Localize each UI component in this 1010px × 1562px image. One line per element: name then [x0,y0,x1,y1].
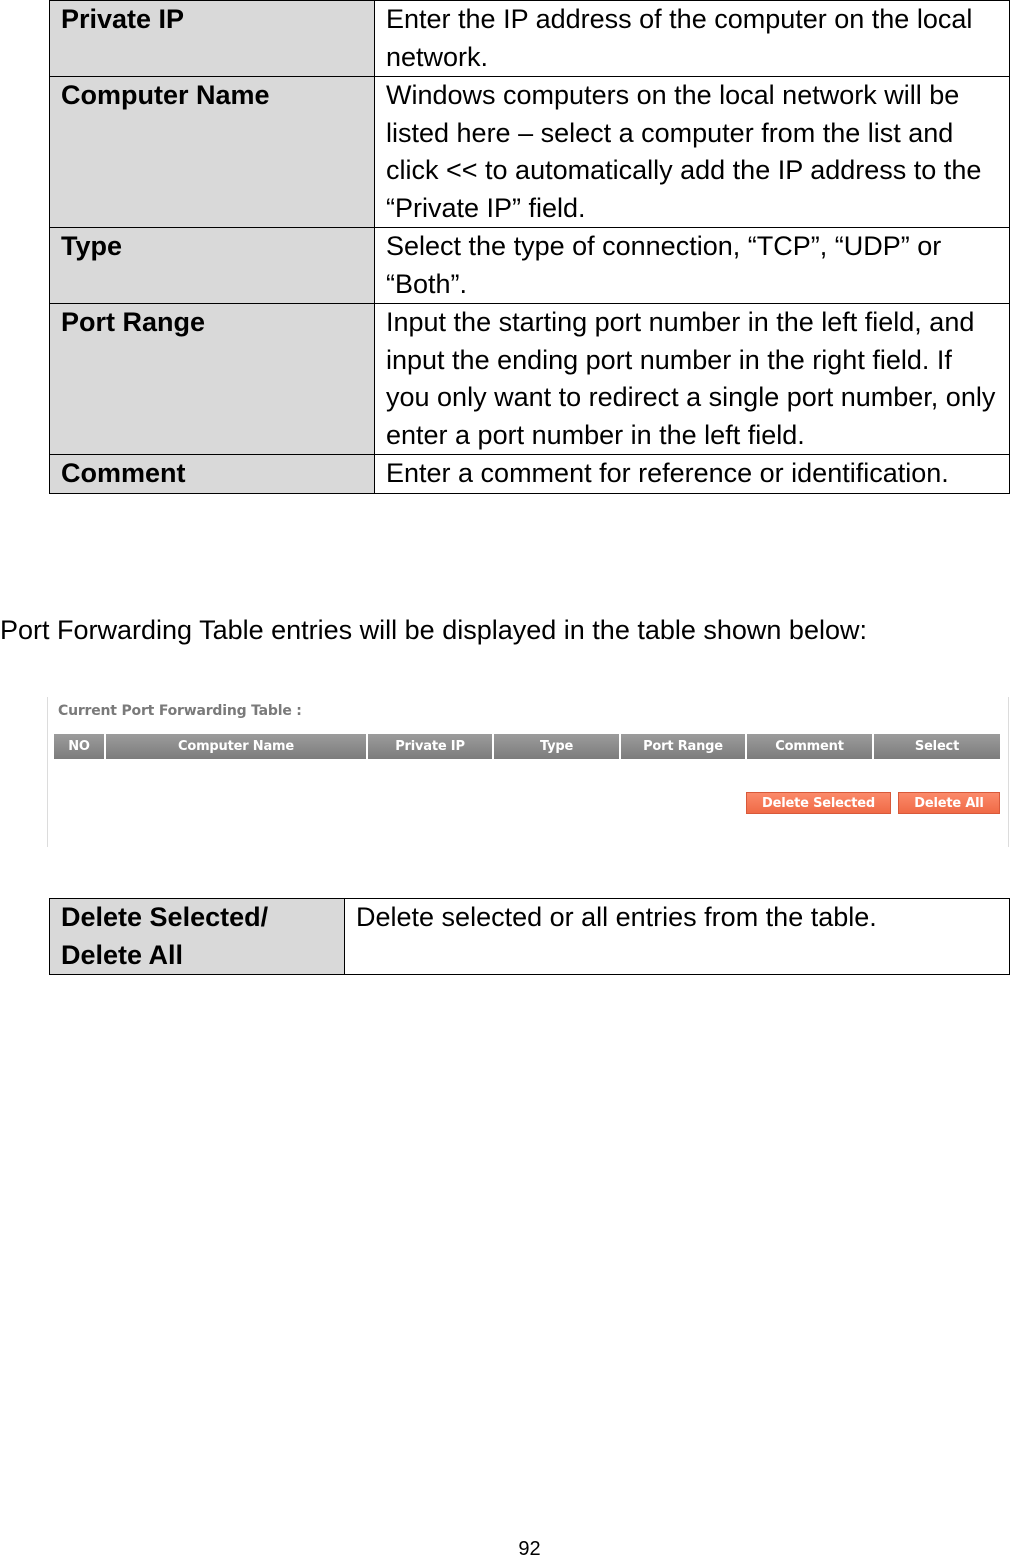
column-header-computer-name: Computer Name [106,734,366,759]
column-header-port-range: Port Range [621,734,745,759]
column-header-type: Type [494,734,619,759]
definition-table-top [49,0,1010,494]
column-header-no: NO [54,734,104,759]
column-header-private-ip: Private IP [368,734,492,759]
port-forwarding-table-header [54,734,1000,759]
definition-description: Enter a comment for reference or identification. [375,455,1010,494]
definition-term: Private IP [50,1,375,77]
definition-description: Enter the IP address of the computer on the local network. [375,1,1010,77]
definition-term: Comment [50,455,375,494]
definition-term: Delete Selected/ Delete All [50,899,345,975]
definition-description: Delete selected or all entries from the table. [345,899,1010,975]
definition-row [50,1,1010,77]
definition-row [50,228,1010,304]
column-header-comment: Comment [747,734,872,759]
definition-row [50,304,1010,455]
definition-description: Select the type of connection, “TCP”, “UDP” or “Both”. [375,228,1010,304]
definition-term: Computer Name [50,77,375,228]
definition-row [50,77,1010,228]
definition-description: Input the starting port number in the left field, and input the ending port number in the right field. If you only want to redirect a single port number, only enter a port number in the left field. [375,304,1010,455]
column-header-select: Select [874,734,1000,759]
screenshot-title: Current Port Forwarding Table : [58,703,302,719]
definition-table-bottom [49,898,1010,975]
definition-description: Windows computers on the local network will be listed here – select a computer from the list and click << to automatically add the IP address to the “Private IP” field. [375,77,1010,228]
port-forwarding-table-screenshot [47,697,1009,847]
definition-term: Port Range [50,304,375,455]
definition-row [50,455,1010,494]
page-number: 92 [518,1538,541,1560]
delete-selected-button[interactable]: Delete Selected [746,792,891,814]
delete-all-button[interactable]: Delete All [898,792,1000,814]
definition-row [50,899,1010,975]
definition-term: Type [50,228,375,304]
intro-paragraph: Port Forwarding Table entries will be displayed in the table shown below: [0,615,867,645]
